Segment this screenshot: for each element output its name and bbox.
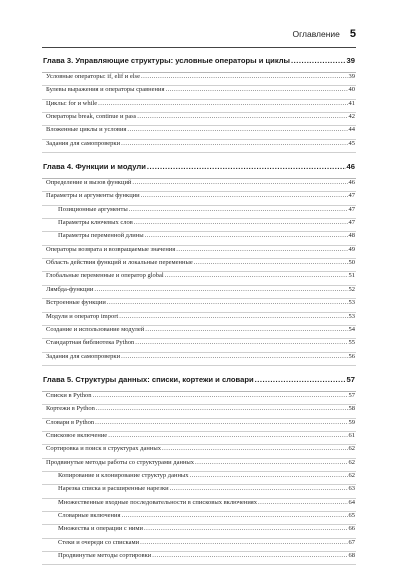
entry-page: 62 <box>348 458 355 466</box>
entry-page: 46 <box>348 179 355 187</box>
entry-page: 68 <box>348 552 355 559</box>
entry-title: Операторы break, continue и pass <box>46 113 137 121</box>
toc-section[interactable] <box>42 272 356 285</box>
toc-section[interactable] <box>42 126 356 139</box>
toc-subsection[interactable] <box>42 472 356 485</box>
dot-leader <box>107 299 348 306</box>
toc-section[interactable] <box>42 140 356 153</box>
toc-section[interactable] <box>42 432 356 445</box>
entry-page: 63 <box>348 485 355 493</box>
running-head-title: Оглавление <box>292 29 340 39</box>
entry-title: Условные операторы: if, elif и else <box>46 73 140 80</box>
entry-title: Продвинутые методы сортировки <box>58 552 152 559</box>
chapter-page: 39 <box>346 56 355 65</box>
entry-title: Нарезка списка и расширенные нарезки <box>58 485 169 493</box>
dot-leader <box>145 232 348 239</box>
entry-title: Глобальные переменные и оператор global <box>46 272 164 280</box>
chapter-title: Глава 3. Управляющие структуры: условные операторы и циклы <box>43 56 291 65</box>
dot-leader <box>135 339 347 346</box>
dot-leader <box>134 219 348 226</box>
running-head <box>40 28 356 46</box>
entry-page: 39 <box>348 73 355 80</box>
toc-chapter <box>42 56 356 153</box>
toc-section[interactable] <box>42 179 356 192</box>
dot-leader <box>141 192 348 199</box>
chapter-heading[interactable] <box>42 162 356 179</box>
dot-leader <box>194 259 348 266</box>
entry-page: 47 <box>348 205 355 213</box>
entry-title: Кортежи в Python <box>46 405 95 413</box>
entry-title: Словари в Python <box>46 418 95 426</box>
toc-subsection[interactable] <box>42 552 356 565</box>
entry-title: Булевы выражения и операторы сравнения <box>46 86 165 94</box>
toc-subsection[interactable] <box>42 232 356 245</box>
entry-title: Сортировка и поиск в структурах данных <box>46 445 161 453</box>
chapter-title: Глава 5. Структуры данных: списки, кортежи и словари <box>43 374 254 384</box>
entry-page: 61 <box>348 431 355 439</box>
entry-page: 55 <box>348 339 355 347</box>
entry-title: Встроенные функции <box>46 299 106 307</box>
entry-page: 58 <box>348 405 355 413</box>
entry-title: Словарные включения <box>58 511 121 519</box>
entry-title: Область действия функций и локальные переменные <box>46 259 193 267</box>
header-rule <box>42 47 356 48</box>
toc-subsection[interactable] <box>42 485 356 498</box>
dot-leader <box>132 179 347 186</box>
toc-section[interactable] <box>42 299 356 312</box>
toc-section[interactable] <box>42 100 356 113</box>
entry-page: 45 <box>348 139 355 147</box>
toc-section[interactable] <box>42 326 356 339</box>
entry-title: Вложенные циклы и условия <box>46 126 127 134</box>
entry-title: Параметры и аргументы функции <box>46 192 140 200</box>
dot-leader <box>98 100 347 107</box>
chapter-title: Глава 4. Функции и модули <box>43 162 146 172</box>
chapter-page: 46 <box>346 162 355 172</box>
dot-leader <box>147 162 346 171</box>
dot-leader <box>137 113 347 120</box>
entry-title: Позиционные аргументы <box>58 205 128 213</box>
entry-page: 62 <box>348 471 355 479</box>
entry-title: Задания для самопроверки <box>46 139 121 147</box>
dot-leader <box>121 353 347 360</box>
entry-title: Списковое включение <box>46 431 108 439</box>
entry-title: Задания для самопроверки <box>46 352 121 360</box>
entry-page: 52 <box>348 285 355 293</box>
dot-leader <box>121 512 347 519</box>
dot-leader <box>129 206 348 213</box>
chapter-heading[interactable] <box>42 375 356 392</box>
entry-title: Параметры переменной длины <box>58 232 144 240</box>
toc-section[interactable] <box>42 313 356 326</box>
entry-title: Множественные входные последовательности в списковых включениях <box>58 498 258 506</box>
toc-section[interactable] <box>42 113 356 126</box>
dot-leader <box>145 326 347 333</box>
entry-page: 49 <box>348 245 355 253</box>
entry-title: Стеки и очереди со списками <box>58 538 140 546</box>
dot-leader <box>176 246 347 253</box>
toc-section[interactable] <box>42 392 356 405</box>
entry-page: 53 <box>348 312 355 320</box>
entry-title: Стандартная библиотека Python <box>46 339 135 347</box>
dot-leader <box>127 126 347 133</box>
entry-page: 48 <box>348 232 355 240</box>
entry-page: 62 <box>348 445 355 453</box>
toc-subsection[interactable] <box>42 525 356 538</box>
entry-page: 44 <box>348 126 355 134</box>
toc-subsection[interactable] <box>42 539 356 552</box>
toc-subsection[interactable] <box>42 219 356 232</box>
dot-leader <box>258 499 347 506</box>
toc-chapter <box>42 162 356 366</box>
dot-leader <box>152 552 347 559</box>
toc-section[interactable] <box>42 445 356 458</box>
dot-leader <box>94 286 347 293</box>
toc-section[interactable] <box>42 339 356 352</box>
dot-leader <box>195 459 347 466</box>
dot-leader <box>291 56 346 65</box>
toc-subsection[interactable] <box>42 206 356 219</box>
entry-page: 54 <box>348 325 355 333</box>
entry-page: 66 <box>348 525 355 533</box>
dot-leader <box>108 432 347 439</box>
chapter-heading[interactable] <box>42 56 356 73</box>
entry-title: Модули и оператор import <box>46 312 119 320</box>
table-of-contents <box>42 56 356 574</box>
entry-title: Параметры ключевых слов <box>58 219 133 227</box>
toc-section[interactable] <box>42 353 356 366</box>
entry-page: 67 <box>348 538 355 546</box>
entry-title: Циклы: for и while <box>46 99 98 107</box>
entry-title: Лямбда-функции <box>46 285 94 293</box>
dot-leader <box>190 472 348 479</box>
dot-leader <box>140 539 347 546</box>
toc-section[interactable] <box>42 73 356 86</box>
dot-leader <box>93 392 348 399</box>
entry-page: 47 <box>348 192 355 200</box>
entry-page: 64 <box>348 498 355 506</box>
toc-section[interactable] <box>42 405 356 418</box>
toc-subsection[interactable] <box>42 512 356 525</box>
entry-title: Списки в Python <box>46 391 92 399</box>
dot-leader <box>119 313 347 320</box>
entry-page: 50 <box>348 259 355 267</box>
entry-page: 41 <box>348 99 355 107</box>
dot-leader <box>166 86 348 93</box>
toc-section[interactable] <box>42 259 356 272</box>
chapter-page: 57 <box>346 374 355 384</box>
entry-page: 51 <box>348 272 355 280</box>
dot-leader <box>170 485 348 492</box>
entry-page: 42 <box>348 113 355 121</box>
entry-page: 47 <box>348 219 355 227</box>
toc-section[interactable] <box>42 286 356 299</box>
entry-title: Копирование и клонирование структур данных <box>58 471 189 479</box>
dot-leader <box>255 375 346 384</box>
dot-leader <box>141 73 348 80</box>
page-number: 5 <box>349 28 356 40</box>
dot-leader <box>121 140 347 147</box>
toc-section[interactable] <box>42 419 356 432</box>
entry-page: 57 <box>348 391 355 399</box>
entry-page: 59 <box>348 418 355 426</box>
dot-leader <box>95 419 347 426</box>
entry-page: 56 <box>348 352 355 360</box>
entry-page: 65 <box>348 511 355 519</box>
toc-section[interactable] <box>42 246 356 259</box>
entry-title: Операторы возврата и возвращаемые значения <box>46 245 176 253</box>
toc-section[interactable] <box>42 192 356 205</box>
toc-section[interactable] <box>42 86 356 99</box>
entry-title: Продвинутые методы работы со структурами данных <box>46 458 195 466</box>
entry-title: Множества и операции с ними <box>58 525 143 533</box>
entry-title: Определение и вызов функций <box>46 179 132 187</box>
toc-chapter <box>42 375 356 565</box>
toc-section[interactable] <box>42 459 356 472</box>
toc-subsection[interactable] <box>42 499 356 512</box>
dot-leader <box>162 445 348 452</box>
entry-page: 53 <box>348 299 355 307</box>
dot-leader <box>165 272 348 279</box>
entry-title: Создание и использование модулей <box>46 325 145 333</box>
entry-page: 40 <box>348 86 355 94</box>
dot-leader <box>96 405 348 412</box>
dot-leader <box>144 525 348 532</box>
